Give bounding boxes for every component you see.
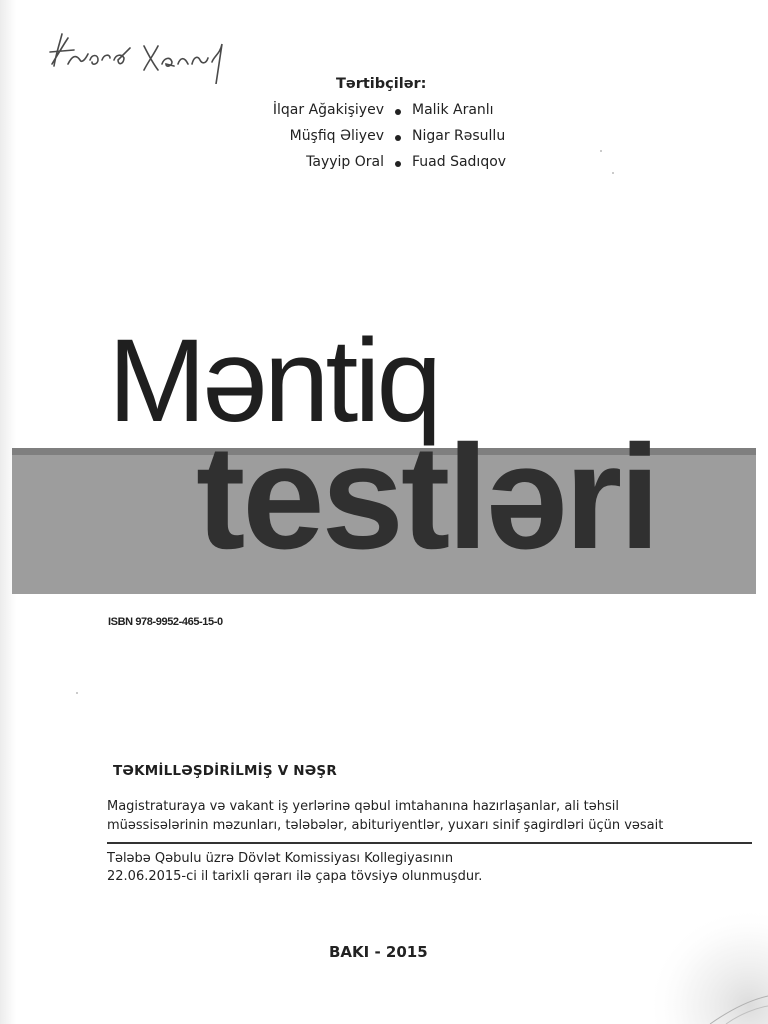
- approval-line: Tələbə Qəbulu üzrə Dövlət Komissiyası Kollegiyasının: [107, 851, 454, 866]
- audience-line: müəssisələrinin məzunları, tələbələr, abituriyentlər, yuxarı sinif şagirdləri üçün vəsait: [107, 818, 664, 833]
- compiler-name: Fuad Sadıqov: [412, 154, 507, 170]
- audience-line: Magistraturaya və vakant iş yerlərinə qəbul imtahanına hazırlaşanlar, ali təhsil: [107, 799, 619, 814]
- scan-speck: [76, 692, 78, 694]
- compiler-name: İlqar Ağakişiyev: [272, 102, 384, 118]
- scan-smudge: [640, 900, 768, 1024]
- bullet-icon: [395, 109, 401, 115]
- compiler-row: [240, 102, 540, 122]
- handwritten-note: [44, 24, 244, 84]
- approval-line: 22.06.2015-ci il tarixli qərarı ilə çapa tövsiyə olunmuşdur.: [107, 869, 483, 884]
- audience-description: [107, 797, 667, 835]
- city-year-footer: BAKI - 2015: [329, 943, 428, 961]
- divider: [107, 842, 752, 844]
- book-title-line1: Məntiq: [108, 315, 439, 447]
- scan-speck: [600, 150, 602, 152]
- edition-label: TƏKMİLLƏŞDİRİLMİŞ V NƏŞR: [113, 763, 337, 779]
- compiler-row: [240, 154, 540, 174]
- bullet-icon: [395, 135, 401, 141]
- approval-note: [107, 850, 667, 886]
- scan-speck: [612, 172, 614, 174]
- compilers-title: Tərtibçilər:: [336, 76, 427, 92]
- book-title-line2: testləri: [196, 415, 658, 580]
- isbn-label: ISBN 978-9952-465-15-0: [108, 616, 223, 628]
- compiler-name: Tayyip Oral: [306, 154, 384, 170]
- bullet-icon: [395, 161, 401, 167]
- compiler-name: Nigar Rəsullu: [412, 128, 506, 144]
- compiler-name: Malik Aranlı: [412, 102, 494, 118]
- compiler-row: [240, 128, 540, 148]
- compiler-name: Müşfiq Əliyev: [289, 128, 384, 144]
